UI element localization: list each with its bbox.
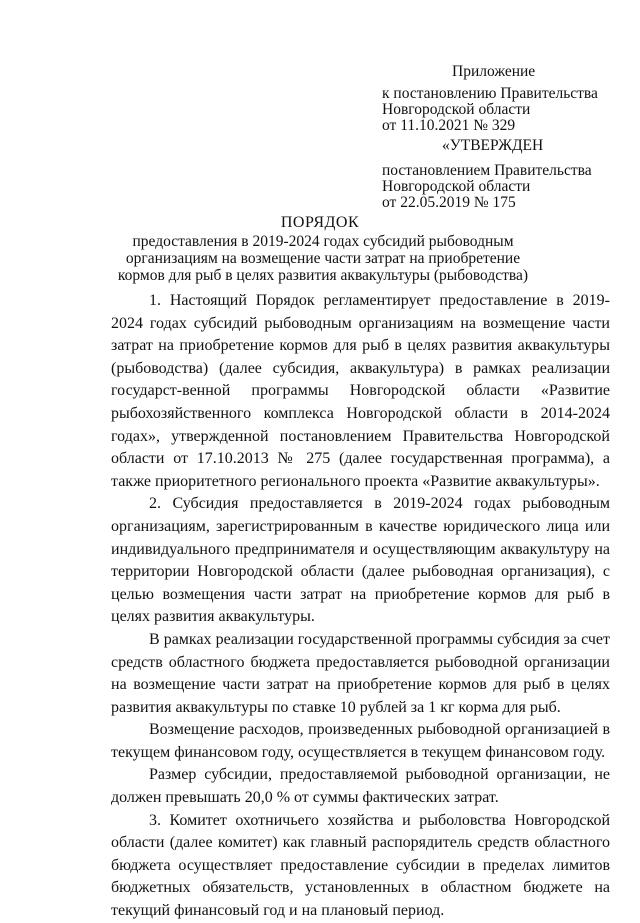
- document-body: [111, 290, 610, 923]
- appendix-resolution-line: к постановлению Правительства: [382, 85, 598, 102]
- paragraph: В рамках реализации государственной программы субсидия за счет средств областного бюджета предоставляется рыбоводной организации на возмещение части затрат на приобретение кормов для рыб в целях развития аквакультуры по ставке 10 рублей за 1 кг корма для рыб.: [111, 630, 610, 716]
- paragraph: Возмещение расходов, произведенных рыбоводной организацией в текущем финансовом году, осуществляется в текущем финансовом году.: [111, 721, 610, 761]
- appendix-resolution-line: от 11.10.2021 № 329: [382, 117, 516, 134]
- appendix-block: [382, 64, 622, 211]
- approved-label: «УТВЕРЖДЕН: [442, 137, 544, 154]
- appendix-resolution-line: Новгородской области: [382, 101, 531, 118]
- approved-by-line: от 22.05.2019 № 175: [382, 194, 516, 211]
- document-subtitle: предоставления в 2019-2024 годах субсидий рыбоводным организациям на возмещение части затрат на приобретение кормов для рыб в целях развития аквакультуры (рыбоводства): [117, 233, 529, 284]
- paragraph: 1. Настоящий Порядок регламентирует предоставление в 2019-2024 годах субсидий рыбоводным организациям на возмещение части затрат на приобретение кормов для рыб в целях развития аквакультуры (рыбоводства) (далее субсидия, аквакультура) в рамках реализации государст-венной программы Новгородской области «Развитие рыбохозяйственного комплекса Новгородской области в 2014-2024 годах», утвержденной постановлением Правительства Новгородской области от 17.10.2013 № 275 (далее государственная программа), а также приоритетного регионального проекта «Развитие аквакультуры».: [111, 292, 610, 490]
- approved-by-line: постановлением Правительства: [382, 162, 592, 179]
- paragraph: 2. Субсидия предоставляется в 2019-2024 годах рыбоводным организациям, зарегистрированным в качестве юридического лица или индивидуального предпринимателя и осуществляющим аквакультуру на территории Новгородской области (далее рыбоводная организация), с целью возмещения части затрат на приобретение кормов для рыб в целях развития аквакультуры.: [111, 495, 610, 626]
- document-title: ПОРЯДОК: [280, 214, 360, 231]
- approved-by-line: Новгородской области: [382, 178, 531, 195]
- paragraph: Размер субсидии, предоставляемой рыбоводной организации, не должен превышать 20,0 % от суммы фактических затрат.: [111, 766, 610, 807]
- appendix-title: Приложение: [452, 63, 536, 80]
- paragraph: 3. Комитет охотничьего хозяйства и рыболовства Новгородской области (далее комитет) как главный распорядитель средств областного бюджета осуществляет предоставление субсидии в пределах лимитов бюджетных обязательств, установленных в областном бюджете на текущий финансовый год и на плановый период.: [111, 811, 610, 920]
